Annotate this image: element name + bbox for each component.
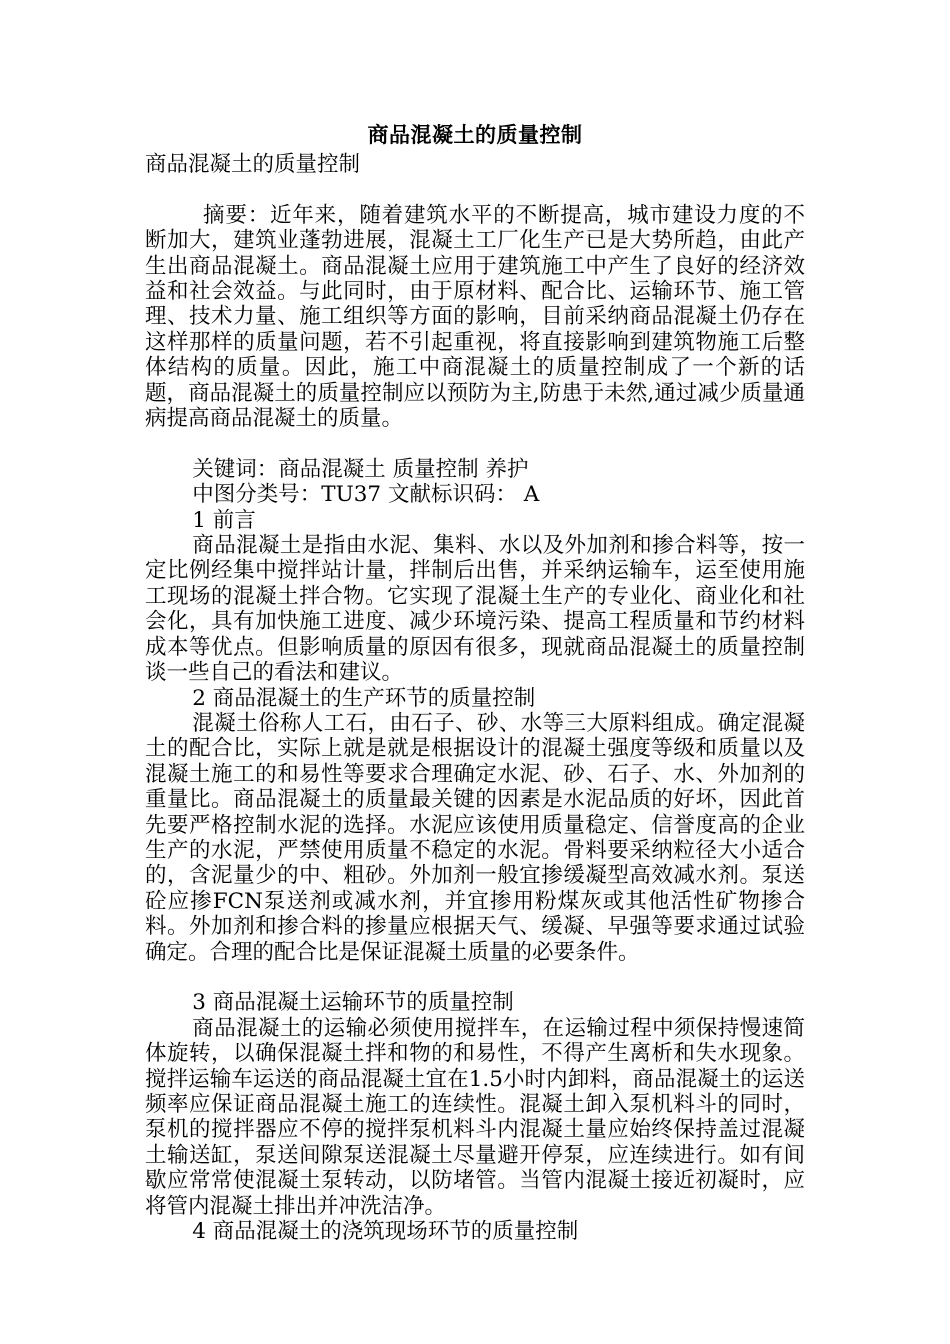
- section-heading: 3 商品混凝土运输环节的质量控制: [192, 990, 514, 1016]
- section-body: 商品混凝土是指由水泥、集料、水以及外加剂和掺合料等，按一定比例经集中搅拌站计量，拌制后出售，并采纳运输车，运至使用施工现场的混凝土拌合物。它实现了混凝土生产的专业化、商业化和社会化，具有加快施工进度、减少环境污染、提高工程质量和节约材料成本等优点。但影响质量的原因有很多，现就商品混凝土的质量控制谈一些自己的看法和建议。: [145, 533, 805, 686]
- section-heading: 4 商品混凝土的浇筑现场环节的质量控制: [192, 1219, 579, 1245]
- section-body: 商品混凝土的运输必须使用搅拌车，在运输过程中须保持慢速简体旋转，以确保混凝土拌和物的和易性，不得产生离析和失水现象。搅拌运输车运送的商品混凝土宜在1.5小时内卸料，商品混凝土的运送频率应保证商品混凝土施工的连续性。混凝土卸入泵机料斗的同时，泵机的搅拌器应不停的搅拌泵机料斗内混凝土量应始终保持盖过混凝土输送缸，泵送间隙泵送混凝土尽量避开停泵，应连续进行。如有间歇应常常使混凝土泵转动，以防堵管。当管内混凝土接近初凝时，应将管内混凝土排出并冲洗洁净。: [145, 1015, 805, 1219]
- abstract-paragraph: 摘要：近年来，随着建筑水平的不断提高，城市建设力度的不断加大，建筑业蓬勃进展，混凝土工厂化生产已是大势所趋，由此产生出商品混凝土。商品混凝土应用于建筑施工中产生了良好的经济效益和社会效益。与此同时，由于原材料、配合比、运输环节、施工管理、技术力量、施工组织等方面的影响，目前采纳商品混凝土仍存在这样那样的质量问题，若不引起重视，将直接影响到建筑物施工后整体结构的质量。因此，施工中商混凝土的质量控制成了一个新的话题，商品混凝土的质量控制应以预防为主,防患于未然,通过减少质量通病提高商品混凝土的质量。: [145, 202, 805, 432]
- document-subtitle: 商品混凝土的质量控制: [145, 152, 361, 177]
- document-page: [145, 118, 805, 1244]
- section-body: 混凝土俗称人工石，由石子、砂、水等三大原料组成。确定混凝土的配合比，实际上就是就是根据设计的混凝土强度等级和质量以及混凝土施工的和易性等要求合理确定水泥、砂、石子、水、外加剂的重量比。商品混凝土的质量最关键的因素是水泥品质的好坏，因此首先要严格控制水泥的选择。水泥应该使用质量稳定、信誉度高的企业生产的水泥，严禁使用质量不稳定的水泥。骨料要采纳粒径大小适合的，含泥量少的中、粗砂。外加剂一般宜掺缓凝型高效减水剂。泵送砼应掺FCN泵送剂或减水剂，并宜掺用粉煤灰或其他活性矿物掺合料。外加剂和掺合料的掺量应根据天气、缓凝、早强等要求通过试验确定。合理的配合比是保证混凝土质量的必要条件。: [145, 710, 805, 965]
- document-title: 商品混凝土的质量控制: [367, 122, 583, 147]
- spacer: [145, 177, 805, 202]
- keywords-line: 关键词：商品混凝土 质量控制 养护: [192, 456, 529, 482]
- section-heading: 1 前言: [192, 507, 256, 533]
- classification-line: 中图分类号：TU37 文献标识码： A: [192, 482, 540, 508]
- section-heading: 2 商品混凝土的生产环节的质量控制: [192, 685, 536, 711]
- spacer: [145, 965, 805, 990]
- spacer: [145, 431, 805, 456]
